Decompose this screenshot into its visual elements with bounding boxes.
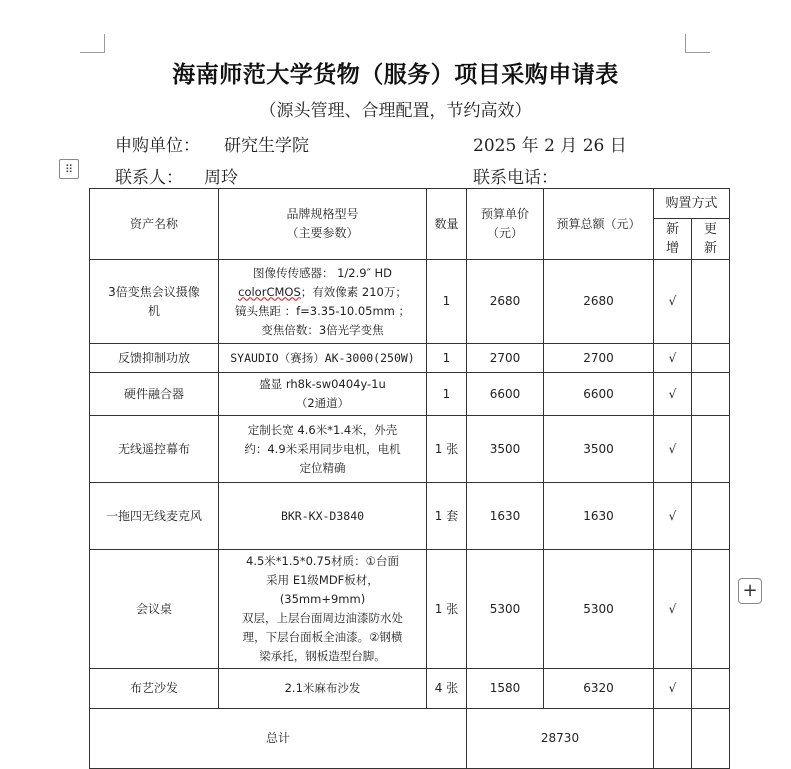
table-row	[90, 416, 730, 483]
cell-quantity: 1	[427, 260, 467, 344]
cell-new: √	[654, 550, 692, 669]
cell-spec-line: 约：4.9米采用同步电机，电机	[244, 441, 401, 456]
cell-quantity: 1	[427, 344, 467, 373]
table-row	[90, 260, 730, 344]
header-spec	[219, 189, 427, 260]
cell-quantity: 4 张	[427, 669, 467, 709]
cell-renew	[692, 373, 730, 416]
cell-unit-price: 2700	[467, 344, 544, 373]
contact-label: 联系人：	[115, 168, 183, 188]
cell-asset-name: 反馈抑制功放	[90, 344, 219, 373]
header-renew-line: 新	[703, 241, 717, 256]
cell-spec	[219, 373, 427, 416]
cell-spec-line	[225, 283, 420, 302]
cell-renew	[692, 344, 730, 373]
cell-asset-name: 硬件融合器	[90, 373, 219, 416]
cell-spec-line: （2通道）	[295, 396, 350, 410]
cell-spec-line: 理，下层台面板全油漆。②钢横	[242, 630, 403, 644]
cell-spec-line: 镜头焦距 ：f=3.35-10.05mm ；	[234, 303, 411, 318]
cell-total: 1630	[544, 483, 654, 550]
header-unit-price-line: （元）	[486, 226, 523, 240]
cell-unit-price: 1630	[467, 483, 544, 550]
cell-total: 3500	[544, 416, 654, 483]
table-row	[90, 550, 730, 669]
spellcheck-word: colorCMOS	[238, 284, 301, 299]
page-corner-mark	[80, 34, 105, 53]
cell-new: √	[654, 416, 692, 483]
header-renew	[692, 219, 730, 260]
total-row	[90, 709, 730, 769]
cell-renew	[692, 483, 730, 550]
cell-total: 2680	[544, 260, 654, 344]
document-title: 海南师范大学货物（服务）项目采购申请表	[172, 62, 619, 88]
header-new	[654, 219, 692, 260]
table-row	[90, 344, 730, 373]
cell-spec-line: 定制长宽 4.6米*1.4米，外壳	[247, 422, 398, 437]
cell-unit-price: 2680	[467, 260, 544, 344]
cell-new: √	[654, 260, 692, 344]
cell-asset-name-line: 机	[147, 303, 160, 318]
table-row	[90, 483, 730, 550]
cell-asset-name: 一拖四无线麦克风	[90, 483, 219, 550]
cell-new: √	[654, 483, 692, 550]
header-unit-price	[467, 189, 544, 260]
cell-unit-price: 6600	[467, 373, 544, 416]
cell-asset-name-line: 3倍变焦会议摄像	[108, 284, 200, 299]
cell-asset-name: 会议桌	[90, 550, 219, 669]
cell-renew	[692, 260, 730, 344]
cell-renew	[692, 669, 730, 709]
cell-quantity: 1	[427, 373, 467, 416]
table-move-handle-icon[interactable]: ⠿	[59, 159, 79, 179]
table-row	[90, 669, 730, 709]
header-renew-line: 更	[703, 222, 717, 237]
total-label: 总计	[90, 709, 467, 769]
cell-quantity: 1 张	[427, 416, 467, 483]
header-spec-line: 品牌规格型号	[286, 207, 359, 221]
procurement-table	[89, 188, 730, 769]
cell-new	[654, 709, 692, 769]
cell-spec-line: 图像传传感器： 1/2.9″ HD	[252, 265, 393, 280]
cell-spec	[219, 416, 427, 483]
cell-unit-price: 3500	[467, 416, 544, 483]
cell-renew	[692, 709, 730, 769]
header-total: 预算总额（元）	[544, 189, 654, 260]
cell-unit-price: 5300	[467, 550, 544, 669]
cell-quantity: 1 套	[427, 483, 467, 550]
cell-spec-line: 梁承托，钢板造型台脚。	[259, 649, 386, 663]
header-purchase-method: 购置方式	[654, 189, 730, 219]
cell-spec-line: 定位精确	[299, 460, 346, 475]
cell-total: 6600	[544, 373, 654, 416]
cell-asset-name: 无线遥控幕布	[90, 416, 219, 483]
cell-spec-line: 采用 E1级MDF板材，(35mm+9mm)	[266, 573, 379, 606]
cell-spec: SYAUDIO（赛扬）AK-3000(250W)	[219, 344, 427, 373]
page-corner-mark	[685, 34, 710, 53]
cell-total: 5300	[544, 550, 654, 669]
header-new-line: 新	[665, 222, 679, 237]
cell-renew	[692, 416, 730, 483]
cell-quantity: 1 张	[427, 550, 467, 669]
header-quantity: 数量	[427, 189, 467, 260]
cell-spec: BKR-KX-D3840	[219, 483, 427, 550]
cell-asset-name: 布艺沙发	[90, 669, 219, 709]
cell-spec-line: 双层，上层台面周边油漆防水处	[242, 611, 403, 625]
add-row-plus-icon[interactable]: +	[738, 578, 762, 604]
cell-spec-line: 4.5米*1.5*0.75材质：①台面	[246, 554, 399, 568]
total-value: 28730	[467, 709, 654, 769]
cell-new: √	[654, 373, 692, 416]
phone-label: 联系电话：	[473, 168, 558, 188]
header-spec-line: （主要参数）	[286, 226, 359, 240]
header-asset-name: 资产名称	[90, 189, 219, 260]
cell-spec-text: ；有效像素 210万；	[300, 284, 407, 299]
cell-new: √	[654, 669, 692, 709]
cell-new: √	[654, 344, 692, 373]
cell-total: 6320	[544, 669, 654, 709]
cell-renew	[692, 550, 730, 669]
document-subtitle: （源头管理、合理配置，节约高效）	[259, 101, 532, 121]
cell-spec-line: 盛显 rh8k-sw0404y-1u	[259, 377, 386, 391]
cell-spec	[219, 550, 427, 669]
cell-asset-name	[90, 260, 219, 344]
cell-unit-price: 1580	[467, 669, 544, 709]
table-row	[90, 373, 730, 416]
contact-value: 周玲	[204, 168, 238, 188]
cell-spec-line: 变焦倍数：3倍光学变焦	[261, 322, 384, 337]
unit-value: 研究生学院	[224, 136, 309, 156]
cell-spec: 2.1米麻布沙发	[219, 669, 427, 709]
unit-label: 申购单位：	[115, 136, 200, 156]
application-date: 2025 年 2 月 26 日	[473, 136, 627, 156]
cell-total: 2700	[544, 344, 654, 373]
cell-spec	[219, 260, 427, 344]
header-new-line: 增	[665, 241, 679, 256]
header-unit-price-line: 预算单价	[480, 207, 529, 221]
